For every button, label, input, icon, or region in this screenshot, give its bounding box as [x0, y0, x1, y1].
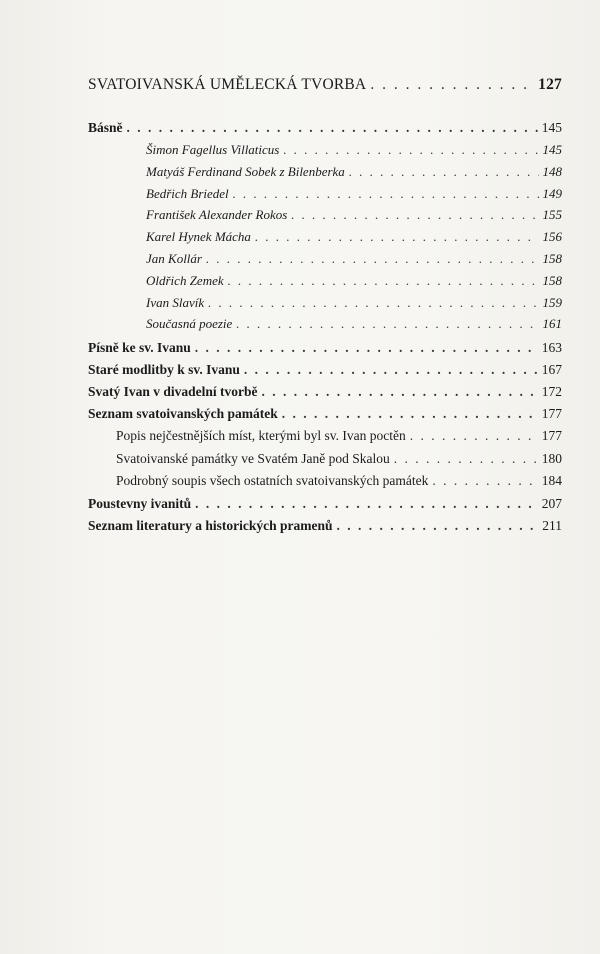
- dot-leader: [208, 295, 538, 311]
- dot-leader: [262, 384, 538, 400]
- poem-page: 156: [542, 229, 562, 245]
- poem-page: 149: [542, 185, 562, 201]
- toc-poem-entry: [88, 273, 562, 295]
- section-page: 207: [541, 495, 562, 511]
- section-title: Staré modlitby k sv. Ivanu: [88, 362, 240, 378]
- toc-heading: [88, 76, 562, 100]
- toc-heading-title: SVATOIVANSKÁ UMĚLECKÁ TVORBA: [88, 76, 367, 93]
- dot-leader: [244, 362, 538, 378]
- toc-poem-entry: [88, 142, 562, 164]
- poem-page: 155: [542, 207, 562, 223]
- subsection-page: 177: [541, 428, 562, 444]
- toc-poem-entry: [88, 207, 562, 229]
- poem-title: Karel Hynek Mácha: [146, 229, 251, 245]
- toc-poem-entry: [88, 229, 562, 251]
- section-title: Svatý Ivan v divadelní tvorbě: [88, 384, 258, 400]
- dot-leader: [195, 340, 538, 356]
- poem-title: František Alexander Rokos: [146, 207, 288, 223]
- dot-leader: [236, 316, 538, 332]
- toc-section-entry: [88, 384, 562, 406]
- toc-subsection-entry: [88, 473, 562, 496]
- toc-poem-entry: [88, 295, 562, 317]
- section-title: Seznam svatoivanských památek: [88, 406, 278, 422]
- toc-poem-entry: [88, 164, 562, 186]
- dot-leader: [228, 273, 539, 289]
- poem-title: Ivan Slavík: [146, 294, 205, 310]
- poem-page: 158: [542, 272, 562, 288]
- subsection-title: Svatoivanské památky ve Svatém Janě pod Skalou: [116, 450, 390, 466]
- dot-leader: [291, 207, 538, 223]
- dot-leader: [394, 451, 538, 467]
- toc-subsection-entry: [88, 451, 562, 474]
- toc-poem-entry: [88, 251, 562, 273]
- section-page: 145: [541, 120, 562, 135]
- poem-title: Šimon Fagellus Villaticus: [146, 142, 280, 157]
- toc-poem-entry: [88, 186, 562, 208]
- dot-leader: [432, 473, 537, 489]
- dot-leader: [233, 186, 539, 202]
- subsection-title: Popis nejčestnějších míst, kterými byl sv. Ivan poctěn: [116, 428, 406, 444]
- subsection-page: 180: [541, 450, 562, 466]
- dot-leader: [127, 120, 538, 136]
- poem-title: Matyáš Ferdinand Sobek z Bilenberka: [146, 163, 345, 179]
- dot-leader: [349, 164, 539, 180]
- section-page: 177: [541, 406, 562, 422]
- dot-leader: [195, 496, 538, 512]
- toc-section-basne: [88, 120, 562, 142]
- dot-leader: [410, 428, 538, 444]
- dot-leader: [283, 142, 538, 158]
- poem-title: Bedřich Briedel: [146, 185, 229, 201]
- toc-section-entry: [88, 406, 562, 428]
- toc-section-entry: [88, 496, 562, 518]
- section-title: Básně: [88, 120, 123, 135]
- section-title: Seznam literatury a historických pramenů: [88, 517, 333, 533]
- poem-page: 145: [542, 142, 562, 157]
- dot-leader: [336, 518, 538, 534]
- poem-page: 161: [542, 316, 562, 332]
- toc-section-entry: [88, 340, 562, 362]
- table-of-contents: [88, 76, 562, 540]
- section-page: 167: [541, 362, 562, 378]
- dot-leader: [370, 76, 534, 94]
- toc-heading-page: 127: [538, 76, 562, 93]
- poem-title: Oldřich Zemek: [146, 272, 224, 288]
- section-title: Poustevny ivanitů: [88, 495, 192, 511]
- dot-leader: [282, 406, 538, 422]
- section-page: 211: [542, 517, 562, 533]
- dot-leader: [255, 229, 539, 245]
- section-title: Písně ke sv. Ivanu: [88, 340, 191, 356]
- subsection-page: 184: [541, 473, 562, 489]
- subsection-title: Podrobný soupis všech ostatních svatoivanských památek: [116, 473, 429, 489]
- toc-section-entry: [88, 518, 562, 540]
- poem-page: 148: [542, 163, 562, 179]
- section-page: 163: [541, 340, 562, 356]
- poem-page: 159: [542, 294, 562, 310]
- poem-title: Jan Kollár: [146, 250, 202, 266]
- dot-leader: [206, 251, 539, 267]
- poem-title: Současná poezie: [146, 316, 233, 332]
- section-page: 172: [541, 384, 562, 400]
- toc-subsection-entry: [88, 428, 562, 451]
- poem-page: 158: [542, 250, 562, 266]
- toc-poem-entry: [88, 316, 562, 338]
- toc-section-entry: [88, 362, 562, 384]
